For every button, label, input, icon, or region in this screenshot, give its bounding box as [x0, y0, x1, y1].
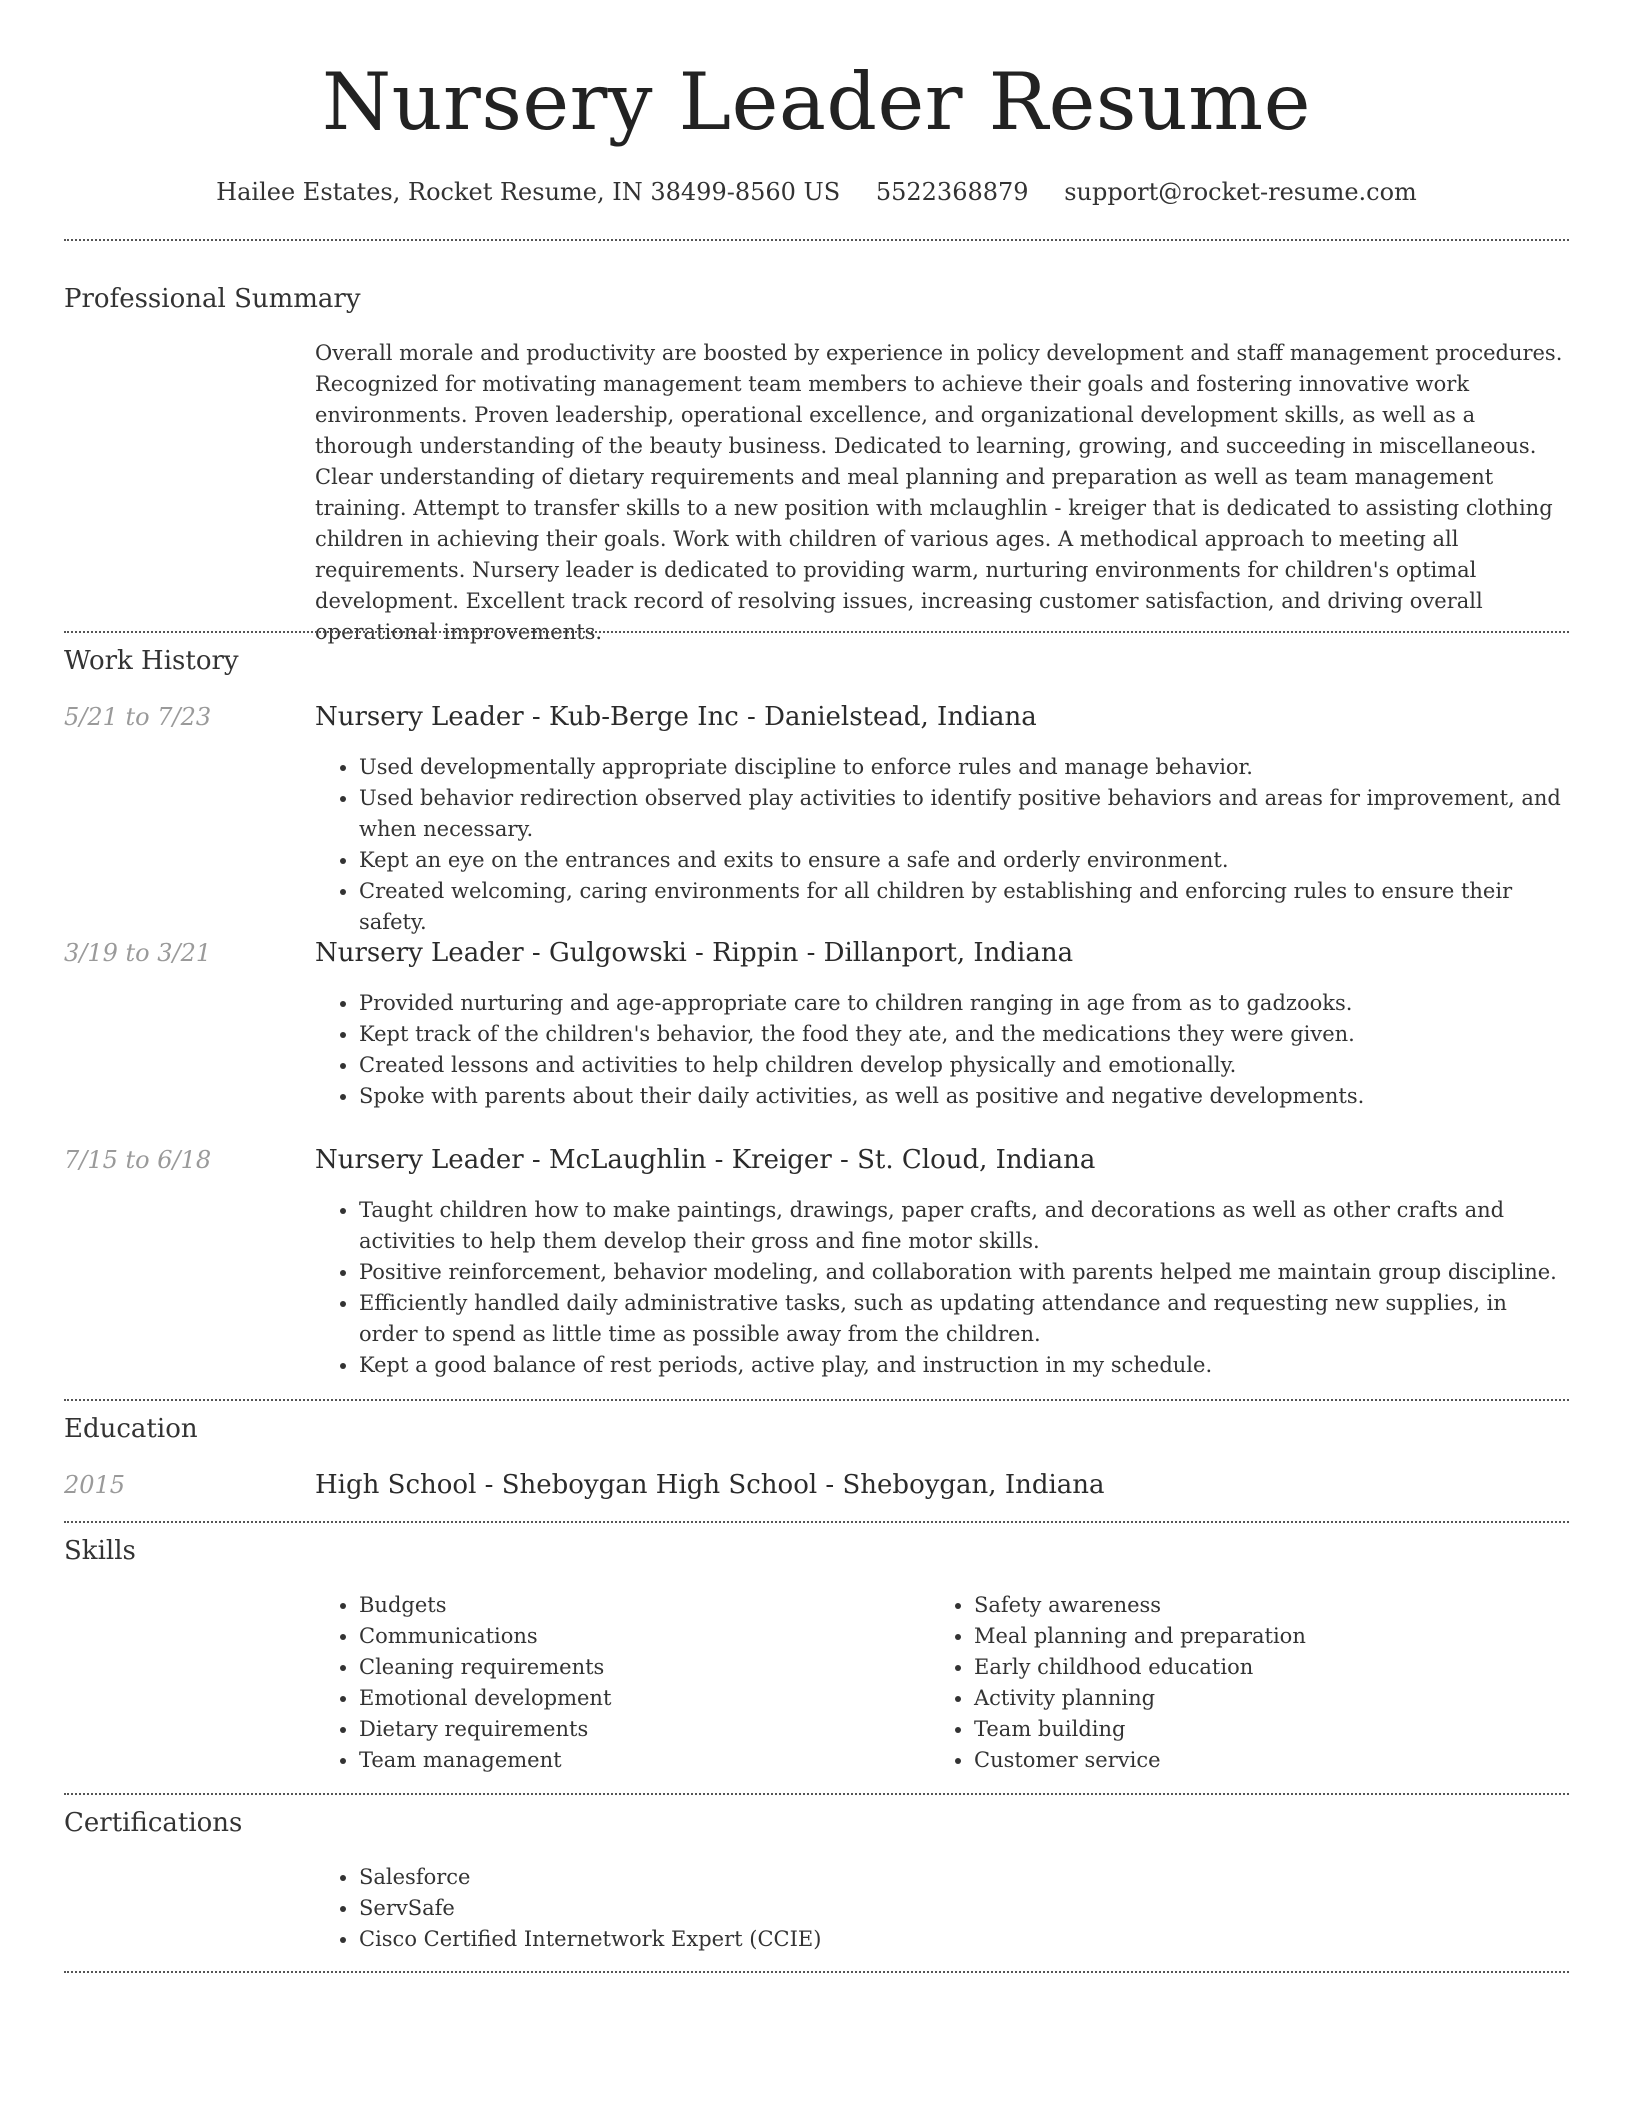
job-bullet: • Positive reinforcement, behavior modeling, and collaboration with parents helped me maintain group discipline.: [359, 1257, 1569, 1288]
email: support@rocket-resume.com: [1064, 178, 1417, 206]
job-bullet: • Kept a good balance of rest periods, active play, and instruction in my schedule.: [359, 1350, 1569, 1381]
certification-item: • Salesforce: [359, 1862, 1569, 1893]
skills-list-left: [315, 1590, 915, 1776]
job-bullets: [315, 752, 1569, 938]
certification-item: • Cisco Certified Internetwork Expert (CCIE): [359, 1924, 1569, 1955]
skill-item: • Communications: [359, 1621, 915, 1652]
job-dates: 7/15 to 6/18: [64, 1146, 212, 1174]
certification-item: • ServSafe: [359, 1893, 1569, 1924]
skills-heading: Skills: [64, 1536, 136, 1566]
skill-item: • Activity planning: [974, 1683, 1530, 1714]
skill-item: • Meal planning and preparation: [974, 1621, 1530, 1652]
job-bullets: [315, 988, 1569, 1112]
skill-item: • Emotional development: [359, 1683, 915, 1714]
summary-text: Overall morale and productivity are boosted by experience in policy development and staff management procedures. Recognized for motivating management team members to achieve their goals and fostering innovative work environments. Proven leadership, operational excellence, and organizational development skills, as well as a thorough understanding of the beauty business. Dedicated to learning, growing, and succeeding in miscellaneous. Clear understanding of dietary requirements and meal planning and preparation as well as team management training. Attempt to transfer skills to a new position with mclaughlin - kreiger that is dedicated to assisting clothing children in achieving their goals. Work with children of various ages. A methodical approach to meeting all requirements. Nursery leader is dedicated to providing warm, nurturing environments for children's optimal development. Excellent track record of resolving issues, increasing customer satisfaction, and driving overall operational improvements.: [315, 341, 1563, 644]
divider: [64, 1793, 1569, 1795]
job-bullet: • Efficiently handled daily administrative tasks, such as updating attendance and requesting new supplies, in order to spend as little time as possible away from the children.: [359, 1288, 1569, 1350]
job-title: Nursery Leader - McLaughlin - Kreiger - St. Cloud, Indiana: [315, 1145, 1096, 1175]
job-bullet: • Kept track of the children's behavior, the food they ate, and the medications they were given.: [359, 1019, 1569, 1050]
job-title: Nursery Leader - Kub-Berge Inc - Danielstead, Indiana: [315, 702, 1037, 732]
job-dates: 5/21 to 7/23: [64, 703, 212, 731]
address: Hailee Estates, Rocket Resume, IN 38499-8560 US: [216, 178, 841, 206]
skills-list-right: [930, 1590, 1530, 1776]
skill-item: • Safety awareness: [974, 1590, 1530, 1621]
summary-heading: Professional Summary: [64, 284, 361, 314]
skill-item: • Customer service: [974, 1745, 1530, 1776]
job-dates: 3/19 to 3/21: [64, 939, 212, 967]
resume-page: [64, 0, 1569, 1951]
skill-item: • Early childhood education: [974, 1652, 1530, 1683]
certifications-heading: Certifications: [64, 1808, 243, 1838]
job-bullets: [315, 1195, 1569, 1381]
job-bullet: • Used developmentally appropriate discipline to enforce rules and manage behavior.: [359, 752, 1569, 783]
skill-item: • Team management: [359, 1745, 915, 1776]
job-bullet: • Used behavior redirection observed play activities to identify positive behaviors and areas for improvement, and when necessary.: [359, 783, 1569, 845]
job-bullet: • Provided nurturing and age-appropriate care to children ranging in age from as to gadzooks.: [359, 988, 1569, 1019]
skill-item: • Team building: [974, 1714, 1530, 1745]
job-bullet: • Spoke with parents about their daily activities, as well as positive and negative developments.: [359, 1081, 1569, 1112]
job-bullet: • Kept an eye on the entrances and exits to ensure a safe and orderly environment.: [359, 845, 1569, 876]
phone: 5522368879: [875, 178, 1029, 206]
skill-item: • Budgets: [359, 1590, 915, 1621]
job-bullet: • Created welcoming, caring environments for all children by establishing and enforcing rules to ensure their safety.: [359, 876, 1569, 938]
education-entry: High School - Sheboygan High School - Sheboygan, Indiana: [315, 1470, 1105, 1500]
education-year: 2015: [64, 1471, 126, 1499]
skill-item: • Dietary requirements: [359, 1714, 915, 1745]
page-title: Nursery Leader Resume: [322, 56, 1311, 148]
education-heading: Education: [64, 1414, 198, 1444]
certifications-list: [315, 1862, 1569, 1955]
job-bullet: • Created lessons and activities to help children develop physically and emotionally.: [359, 1050, 1569, 1081]
contact-line: [64, 176, 1569, 208]
skill-item: • Cleaning requirements: [359, 1652, 915, 1683]
divider: [64, 1971, 1569, 1973]
divider: [64, 1399, 1569, 1401]
job-bullet: • Taught children how to make paintings, drawings, paper crafts, and decorations as well as other crafts and activities to help them develop their gross and fine motor skills.: [359, 1195, 1569, 1257]
job-title: Nursery Leader - Gulgowski - Rippin - Dillanport, Indiana: [315, 938, 1074, 968]
divider: [64, 631, 1569, 633]
divider: [64, 239, 1569, 241]
divider: [64, 1521, 1569, 1523]
work-history-heading: Work History: [64, 646, 239, 676]
